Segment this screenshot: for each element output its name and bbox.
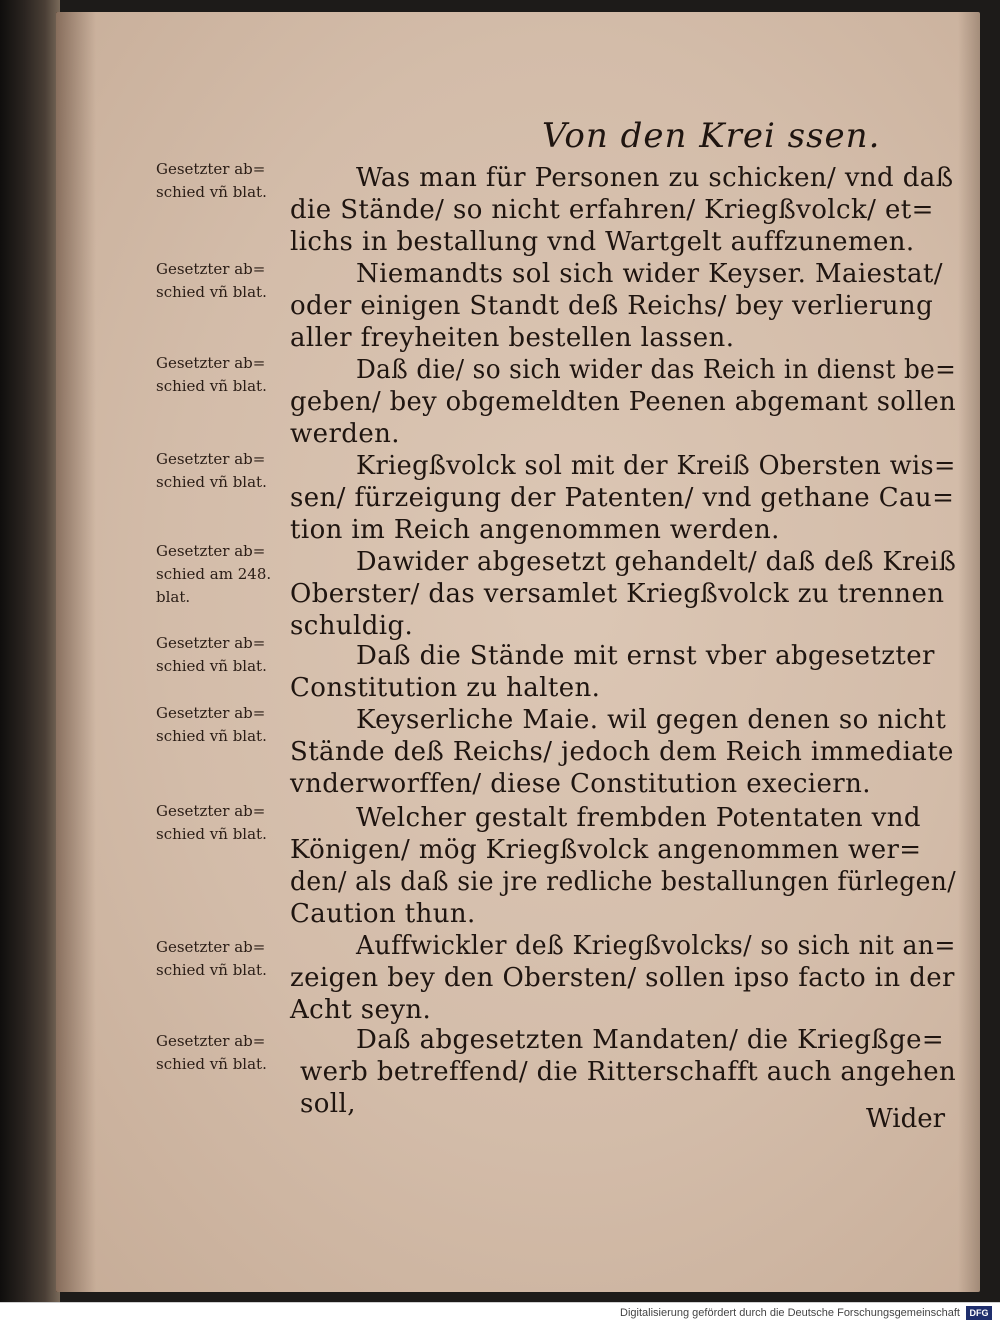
marginal-note-line: schied am 248. [156,565,272,583]
footer-bar [0,1302,1000,1325]
catchword: Wider [866,1104,946,1134]
body-line: Acht seyn. [290,995,432,1025]
marginal-note-line: Gesetzter ab= [156,160,266,178]
body-line: werden. [290,419,400,449]
marginal-note-line: Gesetzter ab= [156,938,266,956]
marginal-note-line: Gesetzter ab= [156,354,266,372]
dfg-logo-icon: DFG [966,1306,992,1320]
body-line: schuldig. [290,611,414,641]
marginal-note [156,632,267,678]
body-line: werb betreffend/ die Ritterschafft auch angehen [300,1057,957,1087]
funding-notice: Digitalisierung gefördert durch die Deutsche Forschungsgemeinschaft [620,1307,960,1319]
body-line: zeigen bey den Obersten/ sollen ipso facto in der [290,963,955,993]
body-line: Was man für Personen zu schicken/ vnd daß [356,163,954,193]
body-line: Daß die/ so sich wider das Reich in dienst be= [356,355,957,385]
marginal-note-line: schied vñ blat. [156,961,267,979]
marginal-note [156,540,271,609]
body-line: Daß die Stände mit ernst vber abgesetzter [356,641,935,671]
book-page [56,12,980,1292]
body-line: soll, [300,1089,356,1119]
body-line: Welcher gestalt frembden Potentaten vnd [356,803,921,833]
marginal-note-line: Gesetzter ab= [156,802,266,820]
marginal-note-line: Gesetzter ab= [156,260,266,278]
body-line: den/ als daß sie jre redliche bestallungen fürlegen/ [290,867,957,897]
marginal-note [156,1030,267,1076]
book-spine-shadow [0,0,60,1302]
body-line: tion im Reich angenommen werden. [290,515,780,545]
body-line: oder einigen Standt deß Reichs/ bey verlierung [290,291,934,321]
marginal-note-line: Gesetzter ab= [156,1032,266,1050]
page-heading: Von den Krei ssen. [542,116,881,156]
marginal-note-line: Gesetzter ab= [156,542,266,560]
body-line: vnderworffen/ diese Constitution execiern. [290,769,871,799]
body-line: sen/ fürzeigung der Patenten/ vnd gethane Cau= [290,483,955,513]
marginal-note-line: schied vñ blat. [156,657,267,675]
body-line: Kriegßvolck sol mit der Kreiß Obersten wis= [356,451,956,481]
body-line: geben/ bey obgemeldten Peenen abgemant sollen [290,387,957,417]
marginal-note [156,158,267,204]
body-line: Königen/ mög Kriegßvolck angenommen wer= [290,835,922,865]
marginal-note-line: schied vñ blat. [156,377,267,395]
marginal-note-line: schied vñ blat. [156,283,267,301]
body-line: Daß abgesetzten Mandaten/ die Kriegßge= [356,1025,945,1055]
marginal-note [156,702,267,748]
body-line: aller freyheiten bestellen lassen. [290,323,735,353]
marginal-note-line: Gesetzter ab= [156,450,266,468]
marginal-note-line: schied vñ blat. [156,825,267,843]
marginal-note-line: schied vñ blat. [156,473,267,491]
marginal-note-line: schied vñ blat. [156,1055,267,1073]
marginal-note [156,352,267,398]
marginal-note-line: schied vñ blat. [156,183,267,201]
marginal-note-line: blat. [156,588,191,606]
marginal-note [156,448,267,494]
body-line: lichs in bestallung vnd Wartgelt auffzunemen. [290,227,915,257]
body-line: Stände deß Reichs/ jedoch dem Reich immediate [290,737,954,767]
body-line: Niemandts sol sich wider Keyser. Maiestat/ [356,259,943,289]
marginal-note [156,800,267,846]
marginal-note [156,936,267,982]
body-line: Keyserliche Maie. wil gegen denen so nicht [356,705,947,735]
marginal-note-line: Gesetzter ab= [156,704,266,722]
body-line: Oberster/ das versamlet Kriegßvolck zu trennen [290,579,945,609]
body-line: die Stände/ so nicht erfahren/ Kriegßvolck/ et= [290,195,934,225]
marginal-note-line: schied vñ blat. [156,727,267,745]
marginal-note-line: Gesetzter ab= [156,634,266,652]
body-line: Caution thun. [290,899,476,929]
body-line: Auffwickler deß Kriegßvolcks/ so sich nit an= [356,931,956,961]
body-line: Dawider abgesetzt gehandelt/ daß deß Kreiß [356,547,957,577]
marginal-note [156,258,267,304]
body-line: Constitution zu halten. [290,673,601,703]
